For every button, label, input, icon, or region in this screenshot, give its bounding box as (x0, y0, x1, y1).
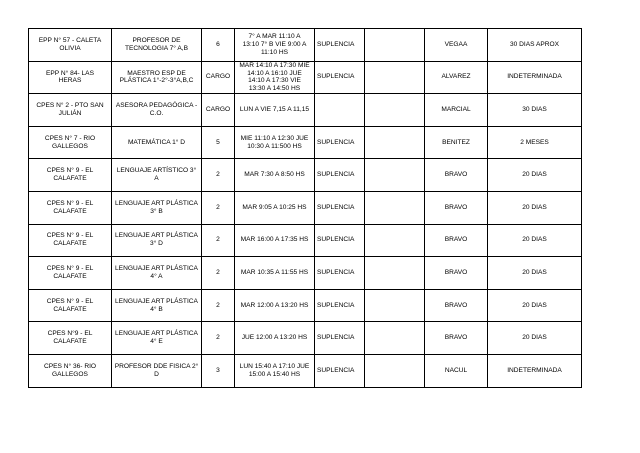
school-cell: CPES N° 7 - RIO GALLEGOS (29, 126, 112, 159)
hours-cell: CARGO (202, 94, 235, 127)
name-cell: BRAVO (425, 257, 488, 290)
duration-cell: 20 DIAS (488, 192, 582, 225)
table-row (29, 322, 582, 355)
position-cell: ASESORA PEDAGÓGICA - C.O. (112, 94, 202, 127)
type-cell: SUPLENCIA (315, 126, 365, 159)
school-cell: CPES N° 9 - EL CALAFATE (29, 159, 112, 192)
schedule-cell: MAR 7:30 A 8:50 HS (235, 159, 315, 192)
hours-cell: CARGO (202, 61, 235, 94)
type-cell: SUPLENCIA (315, 61, 365, 94)
table-row (29, 354, 582, 387)
extra-cell (365, 94, 425, 127)
position-cell: LENGUAJE ART PLÁSTICA 3° B (112, 192, 202, 225)
schedule-cell: MAR 10:35 A 11:55 HS (235, 257, 315, 290)
schedule-cell: JUE 12:00 A 13:20 HS (235, 322, 315, 355)
duration-cell: 2 MESES (488, 126, 582, 159)
table-row (29, 159, 582, 192)
school-cell: CPES N°9 - EL CALAFATE (29, 322, 112, 355)
schedule-cell: LUN 15:40 A 17:10 JUE 15:00 A 15:40 HS (235, 354, 315, 387)
table-row (29, 289, 582, 322)
extra-cell (365, 257, 425, 290)
hours-cell: 2 (202, 224, 235, 257)
schedule-cell: LUN A VIE 7,15 A 11,15 (235, 94, 315, 127)
duration-cell: 20 DIAS (488, 257, 582, 290)
type-cell: SUPLENCIA (315, 224, 365, 257)
position-cell: LENGUAJE ARTÍSTICO 3° A (112, 159, 202, 192)
name-cell: BRAVO (425, 322, 488, 355)
school-cell: CPES N° 2 - PTO SAN JULIÁN (29, 94, 112, 127)
name-cell: MARCIAL (425, 94, 488, 127)
position-cell: LENGUAJE ART PLÁSTICA 3° D (112, 224, 202, 257)
extra-cell (365, 354, 425, 387)
schedule-cell: MAR 14:10 A 17:30 MIE 14:10 A 16:10 JUE 14:10 A 17:30 VIE 13:30 A 14:50 HS (235, 61, 315, 94)
type-cell: SUPLENCIA (315, 322, 365, 355)
name-cell: VEGAA (425, 29, 488, 62)
school-cell: CPES N° 36- RIO GALLEGOS (29, 354, 112, 387)
school-cell: EPP N° 84- LAS HERAS (29, 61, 112, 94)
type-cell: SUPLENCIA (315, 29, 365, 62)
duration-cell: 20 DIAS (488, 159, 582, 192)
extra-cell (365, 322, 425, 355)
duration-cell: INDETERMINADA (488, 61, 582, 94)
hours-cell: 6 (202, 29, 235, 62)
hours-cell: 3 (202, 354, 235, 387)
table-row (29, 224, 582, 257)
position-cell: MAESTRO ESP DE PLÁSTICA 1°-2°-3°A,B,C (112, 61, 202, 94)
type-cell: SUPLENCIA (315, 159, 365, 192)
extra-cell (365, 192, 425, 225)
table-body (29, 29, 582, 388)
type-cell: SUPLENCIA (315, 354, 365, 387)
name-cell: NACUL (425, 354, 488, 387)
type-cell: SUPLENCIA (315, 289, 365, 322)
name-cell: BRAVO (425, 224, 488, 257)
extra-cell (365, 224, 425, 257)
table-row (29, 126, 582, 159)
school-cell: CPES N° 9 - EL CALAFATE (29, 224, 112, 257)
schedule-cell: MAR 12:00 A 13:20 HS (235, 289, 315, 322)
name-cell: BENITEZ (425, 126, 488, 159)
duration-cell: 20 DIAS (488, 289, 582, 322)
extra-cell (365, 126, 425, 159)
name-cell: BRAVO (425, 192, 488, 225)
schedule-cell: MIE 11:10 A 12:30 JUE 10:30 A 11:500 HS (235, 126, 315, 159)
school-cell: CPES N° 9 - EL CALAFATE (29, 257, 112, 290)
duration-cell: 30 DIAS (488, 94, 582, 127)
hours-cell: 2 (202, 289, 235, 322)
schedule-cell: MAR 9:05 A 10:25 HS (235, 192, 315, 225)
table-row (29, 192, 582, 225)
hours-cell: 2 (202, 257, 235, 290)
schedule-cell: MAR 16:00 A 17:35 HS (235, 224, 315, 257)
type-cell: SUPLENCIA (315, 192, 365, 225)
duration-cell: INDETERMINADA (488, 354, 582, 387)
hours-cell: 2 (202, 159, 235, 192)
hours-cell: 5 (202, 126, 235, 159)
type-cell: SUPLENCIA (315, 257, 365, 290)
position-cell: LENGUAJE ART PLÁSTICA 4° A (112, 257, 202, 290)
position-cell: LENGUAJE ART PLÁSTICA 4° B (112, 289, 202, 322)
extra-cell (365, 61, 425, 94)
name-cell: BRAVO (425, 289, 488, 322)
hours-cell: 2 (202, 192, 235, 225)
hours-cell: 2 (202, 322, 235, 355)
position-cell: LENGUAJE ART PLÁSTICA 4° E (112, 322, 202, 355)
position-cell: PROFESOR DE TECNOLOGIA 7° A,B (112, 29, 202, 62)
vacancy-table (28, 28, 582, 388)
duration-cell: 20 DIAS (488, 224, 582, 257)
duration-cell: 20 DIAS (488, 322, 582, 355)
school-cell: CPES N° 9 - EL CALAFATE (29, 289, 112, 322)
school-cell: EPP N° 57 - CALETA OLIVIA (29, 29, 112, 62)
duration-cell: 30 DIAS APROX (488, 29, 582, 62)
type-cell (315, 94, 365, 127)
table-row (29, 257, 582, 290)
extra-cell (365, 159, 425, 192)
table-row (29, 94, 582, 127)
school-cell: CPES N° 9 - EL CALAFATE (29, 192, 112, 225)
position-cell: MATEMÁTICA 1° D (112, 126, 202, 159)
extra-cell (365, 29, 425, 62)
table-row (29, 61, 582, 94)
name-cell: BRAVO (425, 159, 488, 192)
extra-cell (365, 289, 425, 322)
table-row (29, 29, 582, 62)
schedule-cell: 7° A MAR 11:10 A 13:10 7° B VIE 9:00 A 11:10 HS (235, 29, 315, 62)
name-cell: ALVAREZ (425, 61, 488, 94)
position-cell: PROFESOR DDE FISICA 2° D (112, 354, 202, 387)
